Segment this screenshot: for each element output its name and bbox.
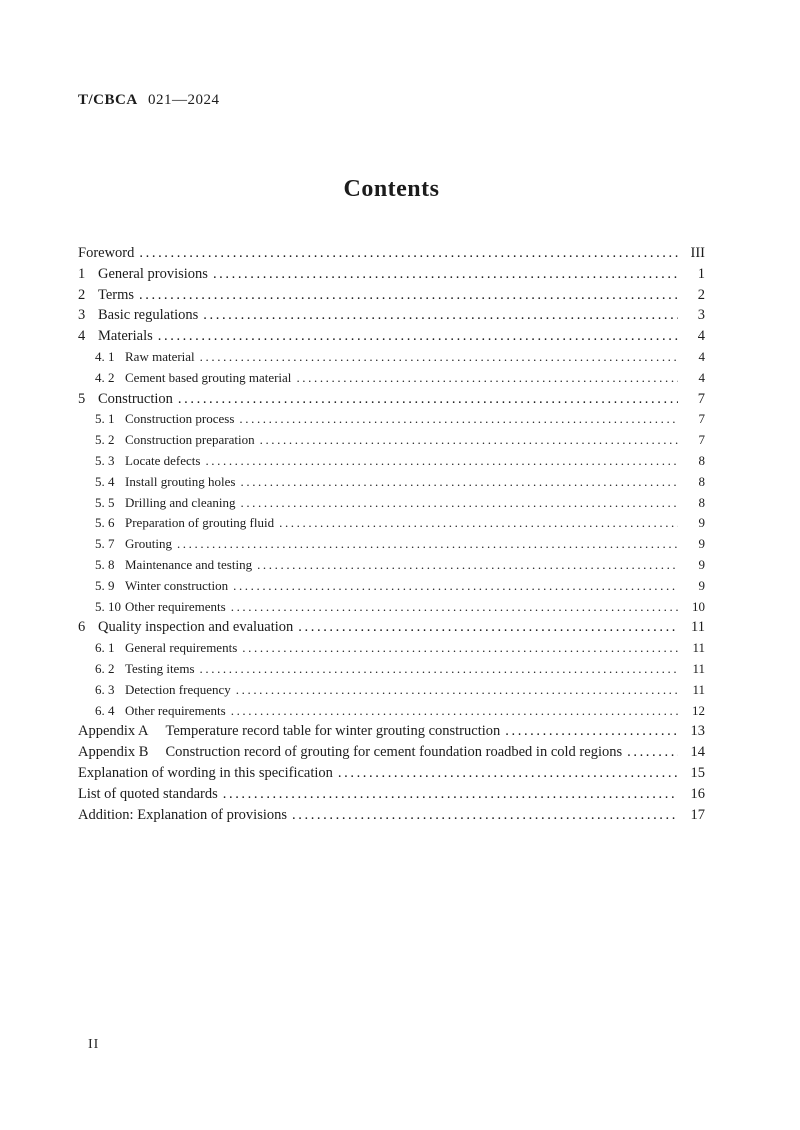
toc-entry-number: 1 (78, 265, 86, 282)
toc-entry-title: Drilling and cleaning (125, 494, 236, 510)
toc-entry-page: III (690, 245, 705, 261)
toc-entry-number: 2 (78, 286, 86, 303)
toc-entry-number: 5. 10 (95, 598, 121, 614)
document-code-number: 021—2024 (147, 92, 220, 108)
toc-entry-number: 6. 4 (95, 702, 115, 718)
toc-entry-page: 11 (692, 640, 705, 656)
toc-entry-number: 5. 2 (95, 432, 115, 448)
toc-entry-number: 5. 3 (95, 452, 115, 468)
footer-page-number: II (88, 1037, 100, 1052)
dot-leader (257, 555, 678, 576)
dot-leader (200, 347, 678, 368)
toc-entry-page: 8 (698, 473, 705, 489)
dot-leader (296, 368, 678, 389)
toc-entry-page: 4 (698, 348, 705, 364)
toc-entry (78, 264, 705, 285)
dot-leader (177, 534, 678, 555)
toc-entry (78, 389, 705, 410)
toc-entry (78, 368, 705, 389)
toc-entry (78, 638, 705, 659)
toc-entry-number: 5. 8 (95, 556, 115, 572)
dot-leader (338, 763, 678, 784)
toc-entry-title: Construction preparation (125, 432, 255, 448)
dot-leader (627, 742, 678, 763)
toc-entry-page: 16 (690, 785, 705, 802)
toc-entry-page: 9 (698, 515, 705, 531)
dot-leader (292, 805, 678, 826)
toc-entry-title: Detection frequency (125, 681, 231, 697)
toc-entry (78, 597, 705, 618)
toc-entry-title: General requirements (125, 640, 238, 656)
document-code-prefix: T/CBCA (78, 92, 138, 108)
toc-entry (78, 617, 705, 638)
dot-leader (139, 285, 678, 306)
toc-entry-page: 7 (698, 432, 705, 448)
toc-entry-number: 5. 4 (95, 473, 115, 489)
toc-entry-page: 11 (692, 681, 705, 697)
toc-entry-title: Materials (98, 328, 153, 345)
dot-leader (239, 409, 678, 430)
page-title: Contents (343, 176, 440, 202)
toc-entry (78, 472, 705, 493)
toc-entry-page: 12 (692, 702, 705, 718)
toc-entry-number: 6. 1 (95, 640, 115, 656)
toc-entry-number: 5. 7 (95, 536, 115, 552)
toc-entry-page: 8 (698, 494, 705, 510)
toc-entry-page: 4 (698, 369, 705, 385)
toc-entry-page: 9 (698, 536, 705, 552)
dot-leader (279, 513, 678, 534)
toc-entry-number: 5. 1 (95, 411, 115, 427)
toc-entry-title: Grouting (125, 536, 172, 552)
toc-entry (78, 555, 705, 576)
toc-entry-number: Appendix B (78, 744, 149, 761)
toc-entry (78, 451, 705, 472)
toc-entry-title: Construction process (125, 411, 235, 427)
toc-entry (78, 659, 705, 680)
toc-entry-title: Terms (98, 286, 135, 303)
toc-entry (78, 680, 705, 701)
toc-entry-title: List of quoted standards (78, 785, 218, 802)
dot-leader (231, 701, 678, 722)
toc-entry-title: Other requirements (125, 598, 226, 614)
toc-entry-page: 7 (698, 411, 705, 427)
dot-leader (223, 784, 678, 805)
dot-leader (213, 264, 678, 285)
dot-leader (298, 617, 678, 638)
dot-leader (203, 305, 678, 326)
toc-entry (78, 784, 705, 805)
toc-entry-number: 4. 2 (95, 369, 115, 385)
toc-entry-number: Appendix A (78, 723, 149, 740)
toc-entry-number: 3 (78, 307, 86, 324)
toc-entry-title: Addition: Explanation of provisions (78, 806, 288, 823)
toc-entry-title: Quality inspection and evaluation (98, 619, 294, 636)
toc-entry (78, 534, 705, 555)
toc-entry-title: Testing items (125, 660, 195, 676)
toc-entry-number: 6. 2 (95, 660, 115, 676)
toc-entry-page: 9 (698, 577, 705, 593)
toc-entry (78, 576, 705, 597)
toc-entry-title: Preparation of grouting fluid (125, 515, 275, 531)
toc-entry (78, 513, 705, 534)
dot-leader (178, 389, 678, 410)
toc-entry (78, 721, 705, 742)
toc-entry-page: 2 (697, 286, 705, 303)
toc-entry-page: 8 (698, 452, 705, 468)
dot-leader (241, 472, 679, 493)
toc-entry-title: Foreword (78, 245, 135, 261)
toc-entry-title: Install grouting holes (125, 473, 236, 489)
toc-entry-number: 4 (78, 328, 86, 345)
toc-entry (78, 701, 705, 722)
toc-entry-title: Raw material (125, 348, 195, 364)
toc-entry (78, 285, 705, 306)
toc-entry-title: Other requirements (125, 702, 226, 718)
dot-leader (139, 243, 678, 264)
toc-entry-number: 5 (78, 390, 86, 407)
toc-entry-page: 7 (697, 390, 705, 407)
toc-entry-number: 5. 6 (95, 515, 115, 531)
toc-entry (78, 430, 705, 451)
dot-leader (236, 680, 678, 701)
table-of-contents (78, 243, 705, 825)
toc-entry (78, 326, 705, 347)
toc-entry-number: 6 (78, 619, 86, 636)
dot-leader (240, 493, 678, 514)
toc-entry-number: 5. 5 (95, 494, 115, 510)
toc-entry-page: 9 (698, 556, 705, 572)
dot-leader (158, 326, 678, 347)
toc-entry-title: Construction (98, 390, 173, 407)
toc-entry-number: 6. 3 (95, 681, 115, 697)
toc-entry-title: Construction record of grouting for cement foundation roadbed in cold regions (165, 744, 623, 761)
toc-entry-page: 14 (690, 744, 705, 761)
toc-entry-page: 10 (692, 598, 705, 614)
toc-entry (78, 347, 705, 368)
toc-entry-title: Temperature record table for winter grouting construction (165, 723, 501, 740)
toc-entry-page: 4 (697, 328, 705, 345)
toc-entry (78, 409, 705, 430)
toc-entry-title: Cement based grouting material (125, 369, 292, 385)
dot-leader (242, 638, 678, 659)
toc-entry-page: 1 (697, 265, 705, 282)
toc-entry (78, 493, 705, 514)
toc-entry-number: 4. 1 (95, 348, 115, 364)
toc-entry (78, 763, 705, 784)
toc-entry-title: Basic regulations (98, 307, 199, 324)
toc-entry-page: 17 (690, 806, 705, 823)
dot-leader (505, 721, 678, 742)
toc-entry-title: Winter construction (125, 577, 229, 593)
dot-leader (260, 430, 678, 451)
dot-leader (231, 597, 678, 618)
document-code (78, 92, 219, 109)
toc-entry (78, 805, 705, 826)
dot-leader (200, 659, 678, 680)
dot-leader (205, 451, 678, 472)
toc-entry-page: 11 (692, 660, 705, 676)
toc-entry-page: 11 (691, 619, 705, 636)
toc-entry-title: Maintenance and testing (125, 556, 253, 572)
toc-entry-page: 3 (697, 307, 705, 324)
toc-entry-title: General provisions (98, 265, 208, 282)
toc-entry-page: 13 (690, 723, 705, 740)
toc-entry-title: Locate defects (125, 452, 201, 468)
toc-entry (78, 742, 705, 763)
toc-entry (78, 243, 705, 264)
toc-entry-page: 15 (690, 764, 705, 781)
toc-entry-title: Explanation of wording in this specification (78, 764, 333, 781)
dot-leader (233, 576, 678, 597)
toc-entry (78, 305, 705, 326)
toc-entry-number: 5. 9 (95, 577, 115, 593)
